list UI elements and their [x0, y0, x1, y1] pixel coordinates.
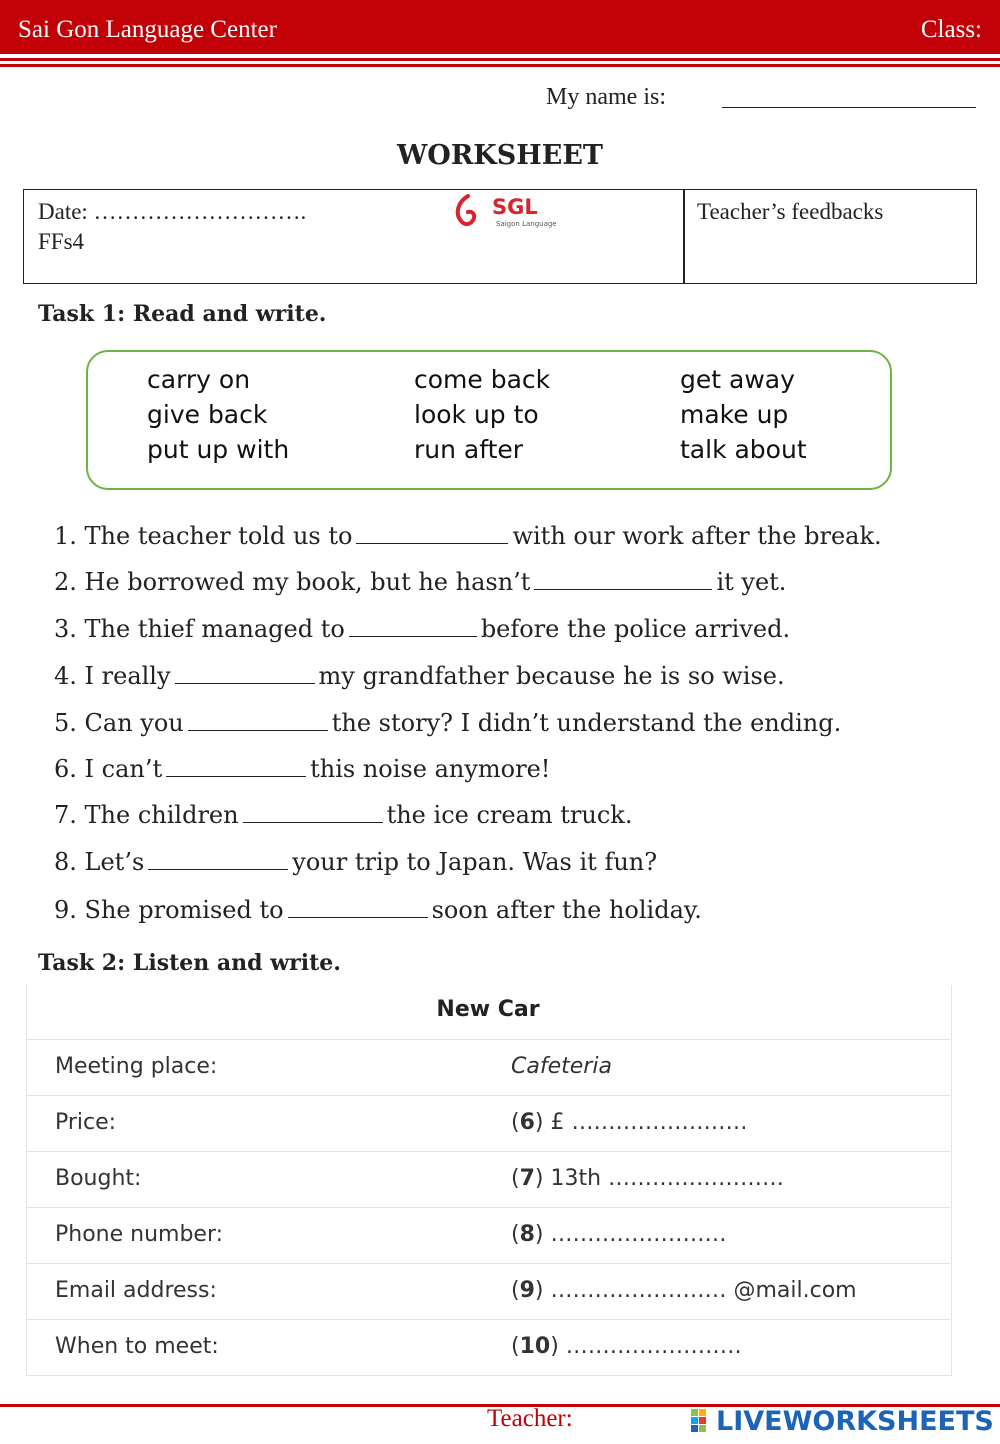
answer-field[interactable]: ……………………	[550, 1222, 727, 1247]
table-row-value[interactable]: (8) ……………………	[511, 1222, 727, 1247]
table-row-divider	[26, 1151, 950, 1152]
table-row-label: Price:	[55, 1110, 117, 1135]
word-bank-item: look up to	[414, 400, 539, 429]
sentence-7	[54, 801, 632, 829]
word-bank-item: make up	[680, 400, 789, 429]
table-row-label: When to meet:	[55, 1334, 219, 1359]
table-row-value[interactable]: (6) £ ……………………	[511, 1110, 748, 1135]
table-row-value[interactable]: (9) …………………… @mail.com	[511, 1278, 857, 1303]
table-row-divider	[26, 1207, 950, 1208]
sentence-text: 6. I can’t	[54, 755, 163, 783]
table-title: New Car	[436, 997, 540, 1022]
header-divider-2	[0, 64, 1000, 67]
sentence-text: it yet.	[716, 568, 787, 596]
logo-subtext: Saigon Language	[496, 220, 557, 228]
table-row-value[interactable]: (10) ……………………	[511, 1334, 742, 1359]
info-divider	[683, 189, 685, 284]
center-name: Sai Gon Language Center	[18, 16, 277, 43]
table-row-divider	[26, 1319, 950, 1320]
answer-blank[interactable]	[166, 756, 306, 777]
date-field: Date: ……………………….	[38, 199, 307, 224]
sentence-text: this noise anymore!	[310, 755, 551, 783]
question-number: 10	[519, 1334, 551, 1359]
sentence-3	[54, 615, 790, 643]
sentence-text: 2. He borrowed my book, but he hasn’t	[54, 568, 531, 596]
table-row-label: Meeting place:	[55, 1054, 218, 1079]
teacher-feedback-label: Teacher’s feedbacks	[697, 199, 884, 224]
sentence-text: 5. Can you	[54, 709, 184, 737]
word-bank-item: put up with	[147, 435, 290, 464]
listening-table	[26, 985, 952, 1376]
table-row-value[interactable]: (7) 13th ……………………	[511, 1166, 785, 1191]
task1-title: Task 1: Read and write.	[38, 301, 327, 327]
sentence-5	[54, 709, 841, 737]
question-number: 7	[519, 1166, 535, 1191]
task2-title: Task 2: Listen and write.	[38, 950, 341, 976]
sentence-text: the ice cream truck.	[386, 801, 633, 829]
answer-blank[interactable]	[175, 663, 315, 684]
sentence-text: with our work after the break.	[512, 522, 882, 550]
sentence-text: 8. Let’s	[54, 848, 145, 876]
table-row-divider	[26, 1039, 950, 1040]
answer-blank[interactable]	[349, 616, 477, 637]
table-row-label: Bought:	[55, 1166, 142, 1191]
sgl-logo-icon	[454, 190, 564, 232]
logo-text: SGL	[492, 195, 538, 219]
sentence-1	[54, 522, 882, 550]
sentence-6	[54, 755, 550, 783]
name-label: My name is:	[546, 84, 666, 110]
answer-field[interactable]: …………………… @mail.com	[550, 1278, 857, 1303]
class-code: FFs4	[38, 229, 85, 254]
sentence-text: the story? I didn’t understand the ending.	[331, 709, 842, 737]
table-row-label: Email address:	[55, 1278, 217, 1303]
question-number: 8	[519, 1222, 535, 1247]
answer-blank[interactable]	[188, 710, 328, 731]
question-number: 6	[519, 1110, 535, 1135]
answer-blank[interactable]	[356, 523, 508, 544]
sentence-4	[54, 662, 785, 690]
answer-field[interactable]: 13th ……………………	[550, 1166, 785, 1191]
sentence-text: your trip to Japan. Was it fun?	[292, 848, 658, 876]
answer-field[interactable]: £ ……………………	[550, 1110, 748, 1135]
table-row-divider	[26, 1263, 950, 1264]
word-bank-item: get away	[680, 365, 795, 394]
class-label: Class:	[920, 16, 982, 43]
sentence-2	[54, 568, 786, 596]
liveworksheets-icon	[690, 1407, 716, 1435]
word-bank-item: run after	[414, 435, 524, 464]
word-bank-item: give back	[147, 400, 268, 429]
answer-blank[interactable]	[534, 569, 712, 590]
answer-blank[interactable]	[243, 802, 383, 823]
sentence-9	[54, 896, 702, 924]
word-bank-item: carry on	[147, 365, 251, 394]
question-number: 9	[519, 1278, 535, 1303]
sentence-text: 4. I really	[54, 662, 171, 690]
table-row-value: Cafeteria	[511, 1054, 612, 1079]
table-row-label: Phone number:	[55, 1222, 224, 1247]
sentence-8	[54, 848, 657, 876]
word-bank-item: talk about	[680, 435, 807, 464]
answer-blank[interactable]	[288, 897, 428, 918]
sentence-text: 7. The children	[54, 801, 239, 829]
sentence-text: my grandfather because he is so wise.	[318, 662, 785, 690]
table-row-divider	[26, 1095, 950, 1096]
brand-text: LIVEWORKSHEETS	[716, 1405, 994, 1437]
teacher-label: Teacher:	[487, 1405, 573, 1432]
answer-field[interactable]: ……………………	[565, 1334, 742, 1359]
sentence-text: 9. She promised to	[54, 896, 284, 924]
sentence-text: 3. The thief managed to	[54, 615, 345, 643]
name-field[interactable]	[722, 107, 976, 108]
answer-blank[interactable]	[148, 849, 288, 870]
sentence-text: 1. The teacher told us to	[54, 522, 353, 550]
header-divider	[0, 58, 1000, 61]
sentence-text: soon after the holiday.	[431, 896, 702, 924]
sgl-logo	[454, 190, 564, 232]
word-bank-item: come back	[414, 365, 551, 394]
page-title: WORKSHEET	[396, 140, 603, 171]
sentence-text: before the police arrived.	[480, 615, 791, 643]
liveworksheets-logo	[690, 1404, 994, 1438]
